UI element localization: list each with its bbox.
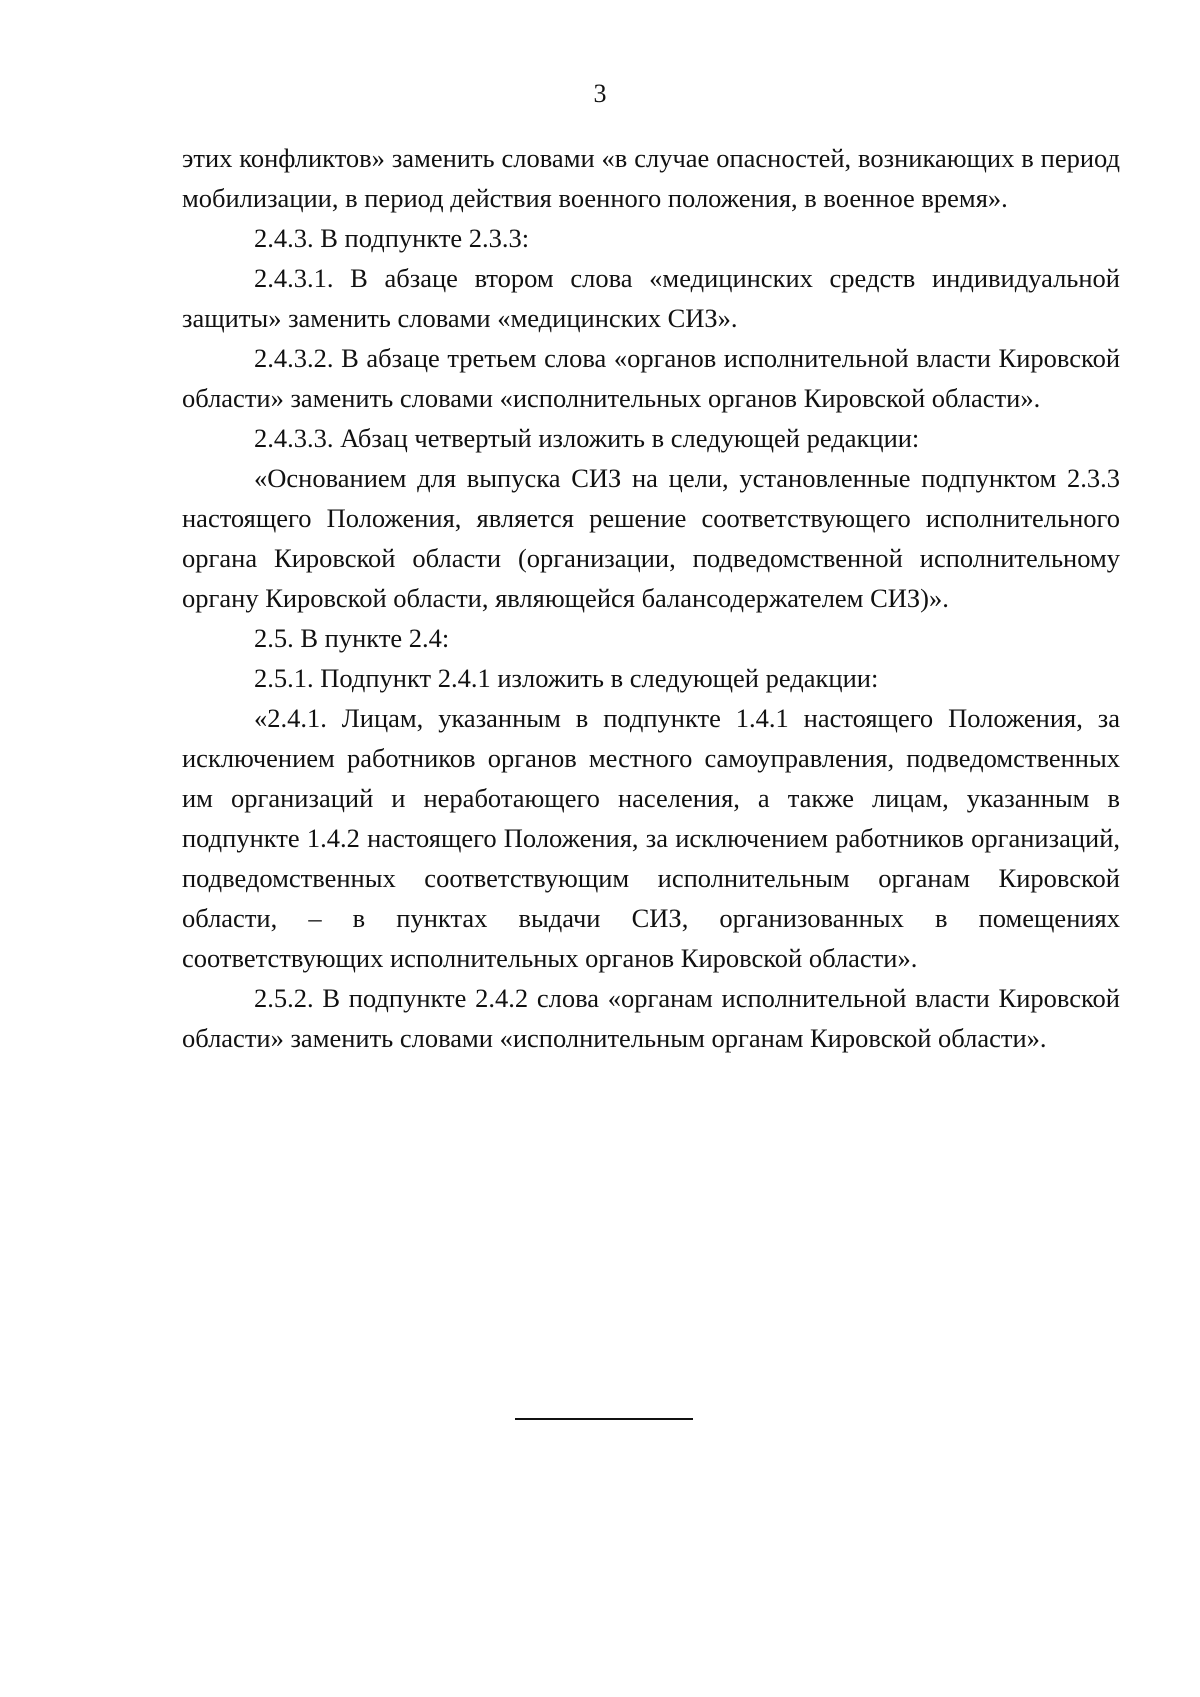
paragraph-2-4-3-3: 2.4.3.3. Абзац четвертый изложить в следующей редакции:	[254, 423, 920, 453]
paragraph-continuation: этих конфликтов» заменить словами «в случае опасностей, возникающих в период мобилизации, в период действия военного положения, в военное время».	[182, 143, 1120, 213]
page-number: 3	[593, 79, 607, 108]
paragraph-2-5: 2.5. В пункте 2.4:	[254, 623, 450, 653]
paragraph-2-4-3-2: 2.4.3.2. В абзаце третьем слова «органов исполнительной власти Кировской области» заменить словами «исполнительных органов Кировской области».	[182, 343, 1120, 413]
paragraph-2-5-1: 2.5.1. Подпункт 2.4.1 изложить в следующей редакции:	[254, 663, 879, 693]
paragraph-2-5-2: 2.5.2. В подпункте 2.4.2 слова «органам исполнительной власти Кировской области» заменить словами «исполнительным органам Кировской области».	[182, 983, 1120, 1053]
paragraph-2-4-3-1: 2.4.3.1. В абзаце втором слова «медицинских средств индивидуальной защиты» заменить словами «медицинских СИЗ».	[182, 263, 1120, 333]
paragraph-2-4-3: 2.4.3. В подпункте 2.3.3:	[254, 223, 530, 253]
paragraph-quoted-basis: «Основанием для выпуска СИЗ на цели, установленные подпунктом 2.3.3 настоящего Положения, является решение соответствующего исполнительного органа Кировской области (организации, подведомственной исполнительному органу Кировской области, являющейся балансодержателем СИЗ)».	[182, 463, 1120, 613]
paragraph-quoted-2-4-1: «2.4.1. Лицам, указанным в подпункте 1.4.1 настоящего Положения, за исключением работников органов местного самоуправления, подведомственных им организаций и неработающего населения, а также лицам, указанным в подпункте 1.4.2 настоящего Положения, за исключением работников организаций, подведомственных соответствующим исполнительным органам Кировской области, – в пунктах выдачи СИЗ, организованных в помещениях соответствующих исполнительных органов Кировской области».	[182, 703, 1120, 973]
document-body	[182, 138, 1120, 1058]
closing-divider	[515, 1418, 693, 1420]
